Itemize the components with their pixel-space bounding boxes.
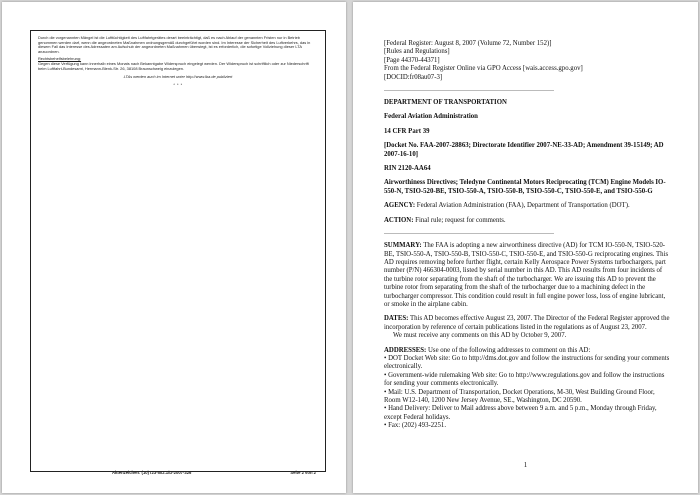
action-text: Final rule; request for comments. — [413, 216, 506, 224]
left-page-body — [38, 36, 318, 90]
header-line: From the Federal Register Online via GPO Access [wais.access.gpo.gov] — [384, 65, 583, 73]
body-paragraph: Durch die vorgenannten Mängel ist die Lufttüchtigkeit des Luftfahrtgerätes derart beeinträchtigt, daß es nach Ablauf der genannten Fristen nur in Betrieb genommen werden darf, wenn die angeordneten Maßnahmen ordnungsgemäß durchgeführt worden sind. Im Interesse der Sicherheit des Luftverkehrs, das in diesem Fall das Interesse des Adressaten am Aufschub der angeordneten Maßnahmen überwiegt, ist es erforderlich, die sofortige Vollziehung dieser LTA anzuordnen. — [38, 35, 311, 54]
document-title: Airworthiness Directives; Teledyne Continental Motors Reciprocating (TCM) Engine Models IO-550-N, TSIO-520-BE, TSIO-550-A, TSIO-550-B, TSIO-550-C, TSIO-550-E, and TSIO-550-G — [384, 179, 666, 195]
agency-heading: Federal Aviation Administration — [384, 113, 478, 121]
right-page-body — [384, 40, 672, 431]
agency-paragraph — [384, 202, 672, 210]
summary-text: The FAA is adopting a new airworthiness directive (AD) for TCM IO-550-N, TSIO-520-BE, TSIO-550-A, TSIO-550-B, TSIO-550-C, TSIO-550-E, and TSIO-550-G reciprocating engines. This AD requires removing before further flight, certain Kelly Aerospace Power Systems turbochargers, part number (P/N) 466304-0003, listed by serial number in this AD. This AD results from four incidents of the turbine rotor separating from the shaft of the turbocharger. We are issuing this AD to prevent the turbine rotor from separating from the shaft of the turbocharger due to a machining defect in the turbocharger compressor. This condition could result in full engine power loss, loss of engine lubricant, or smoke in the airplane cabin. — [384, 242, 669, 308]
page-frame — [30, 30, 326, 472]
addresses-paragraph — [384, 347, 672, 355]
page-number: 1 — [523, 461, 528, 469]
end-stars: * * * — [173, 81, 183, 87]
docket-heading: [Docket No. FAA-2007-28863; Directorate Identifier 2007-NE-33-AD; Amendment 39-15149; AD 2007-16-10] — [384, 142, 664, 158]
dates-label: DATES: — [384, 315, 409, 323]
divider — [384, 233, 554, 234]
dates-text: This AD becomes effective August 23, 2007. The Director of the Federal Register approved the incorporation by reference of certain publications listed in the regulations as of August 23, 2007. — [384, 315, 670, 331]
remedy-text: Gegen diese Verfügung kann innerhalb eines Monats nach Bekanntgabe Widerspruch eingelegt werden. Der Widerspruch ist schriftlich oder zur Niederschrift beim Luftfahrt-Bundesamt, Hermann-Blenk-Str. 26, 38108 Braunschweig einzulegen. — [38, 60, 309, 71]
action-label: ACTION: — [384, 216, 414, 224]
agency-text: Federal Aviation Administration (FAA), Department of Transportation (DOT). — [415, 202, 630, 210]
dates-paragraph — [384, 315, 672, 332]
department-heading: DEPARTMENT OF TRANSPORTATION — [384, 99, 507, 107]
cfr-heading: 14 CFR Part 39 — [384, 127, 430, 135]
internet-note: LTAs werden auch im Internet unter http://www.lba.de publiziert — [123, 74, 233, 80]
header-line: [DOCID:fr08au07-3] — [384, 73, 443, 81]
footer-reference: Aktenzeichen: (10)T23-502.1/D-2007-326 — [112, 470, 192, 475]
address-item: • Hand Delivery: Deliver to Mail address above between 9 a.m. and 5 p.m., Monday through Friday, except Federal holidays. — [384, 405, 657, 421]
address-item: • Government-wide rulemaking Web site: Go to http://www.regulations.gov and follow the instructions for sending your comments electronically. — [384, 371, 665, 388]
rin-heading: RIN 2120-AA64 — [384, 165, 431, 173]
addresses-label: ADDRESSES: — [384, 346, 427, 354]
address-item: • DOT Docket Web site: Go to http://dms.dot.gov and follow the instructions for sending your comments electronically. — [384, 354, 670, 371]
header-line: [Federal Register: August 8, 2007 (Volume 72, Number 152)] — [384, 40, 552, 47]
address-item: • Mail: U.S. Department of Transportation, Docket Operations, M-30, West Building Ground Floor, Room W12-140, 1200 New Jersey Avenue, SE., Washington, DC 20590. — [384, 388, 655, 404]
register-header — [384, 40, 672, 82]
divider — [384, 90, 554, 91]
summary-paragraph — [384, 242, 672, 309]
address-item: • Fax: (202) 493-2251. — [384, 422, 447, 430]
addresses-text: Use one of the following addresses to comment on this AD: — [426, 346, 591, 354]
right-page — [353, 2, 698, 493]
dates-comments: We must receive any comments on this AD by October 9, 2007. — [393, 332, 567, 340]
summary-label: SUMMARY: — [384, 242, 422, 250]
remedy-heading: Rechtsbehelfsbelehrung: — [38, 56, 82, 62]
action-paragraph — [384, 217, 672, 225]
header-line: [Rules and Regulations] — [384, 48, 450, 56]
left-page — [2, 2, 346, 493]
header-line: [Page 44370-44371] — [384, 56, 440, 64]
agency-label: AGENCY: — [384, 202, 416, 210]
footer-page-count: Seite 2 von 2 — [290, 470, 316, 475]
